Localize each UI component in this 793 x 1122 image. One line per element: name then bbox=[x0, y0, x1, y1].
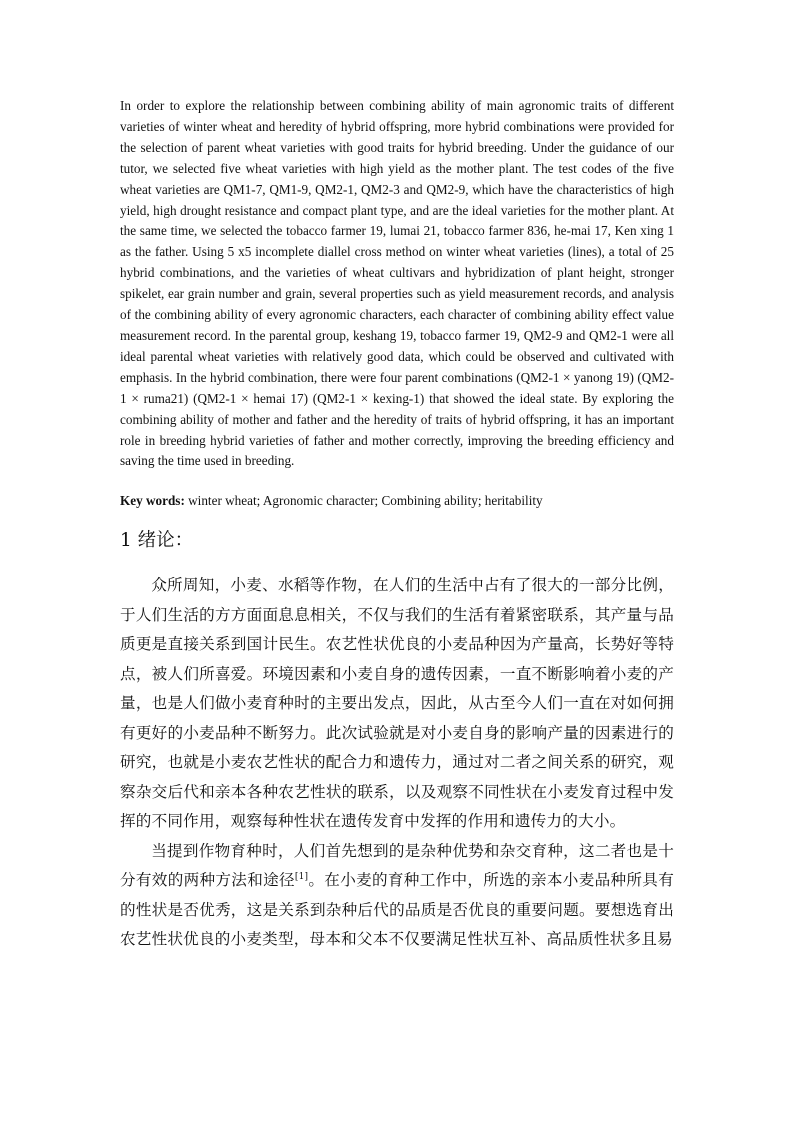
keywords-line bbox=[120, 491, 674, 511]
abstract-paragraph: In order to explore the relationship between combining ability of main agronomic traits of different varieties of winter wheat and heredity of hybrid offspring, more hybrid combinations were provided for the selection of parent wheat varieties with good traits for hybrid breeding. Under the guidance of our tutor, we selected five wheat varieties with high yield as the mother plant. The test codes of the five wheat varieties are QM1-7, QM1-9, QM2-1, QM2-3 and QM2-9, which have the characteristics of high yield, high drought resistance and compact plant type, and are the ideal varieties for the mother plant. At the same time, we selected the tobacco farmer 19, lumai 21, tobacco farmer 836, he-mai 17, Ken xing 1 as the father. Using 5 x5 incomplete diallel cross method on winter wheat varieties (lines), a total of 25 hybrid combinations, and the varieties of wheat cultivars and hybridization of plant height, stronger spikelet, ear grain number and grain, several properties such as yield measurement records, and analysis of the combining ability of every agronomic characters, each character of combining ability effect value measurement record. In the parental group, keshang 19, tobacco farmer 19, QM2-9 and QM2-1 were all ideal parental wheat varieties with relatively good data, which could be observed and cultivated with emphasis. In the hybrid combination, there were four parent combinations (QM2-1 × yanong 19) (QM2-1 × ruma21) (QM2-1 × hemai 17) (QM2-1 × kexing-1) that showed the ideal state. By exploring the combining ability of mother and father and the heredity of traits of hybrid offspring, it has an important role in breeding hybrid varieties of father and mother correctly, improving the breeding efficiency and saving the time used in breeding. bbox=[120, 98, 674, 469]
body-paragraph-1: 众所周知，小麦、水稻等作物，在人们的生活中占有了很大的一部分比例，于人们生活的方方面面息息相关，不仅与我们的生活有着紧密联系，其产量与品质更是直接关系到国计民生。农艺性状优良的小麦品种因为产量高，长势好等特点，被人们所喜爱。环境因素和小麦自身的遗传因素，一直不断影响着小麦的产量，也是人们做小麦育种时的主要出发点，因此，从古至今人们一直在对如何拥有更好的小麦品种不断努力。此次试验就是对小麦自身的影响产量的因素进行的研究，也就是小麦农艺性状的配合力和遗传力，通过对二者之间关系的研究，观察杂交后代和亲本各种农艺性状的联系，以及观察不同性状在小麦发育过程中发挥的不同作用，观察每种性状在遗传发育中发挥的作用和遗传力的大小。 bbox=[120, 576, 674, 831]
keywords-text: winter wheat; Agronomic character; Combining ability; heritability bbox=[184, 493, 543, 509]
body-paragraph-2 bbox=[120, 837, 674, 955]
paragraph-2-text-before: 当提到作物育种时，人们首先想到的是杂种优势和杂交育种，这二者也是十分有效的两种方法和途径 bbox=[120, 841, 674, 890]
paper-page bbox=[120, 96, 674, 955]
section-title: 1 绪论： bbox=[120, 530, 194, 552]
keywords-label: Key words: bbox=[120, 493, 185, 509]
paragraph-2-text-after: 。在小麦的育种工作中，所选的亲本小麦品种所具有的性状是否优秀，这是关系到杂种后代的品质是否优良的重要问题。要想选育出农艺性状优良的小麦类型，母本和父本不仅要满足性状互补、高品质性状多且易 bbox=[120, 871, 675, 949]
citation-marker: [1] bbox=[294, 872, 309, 883]
